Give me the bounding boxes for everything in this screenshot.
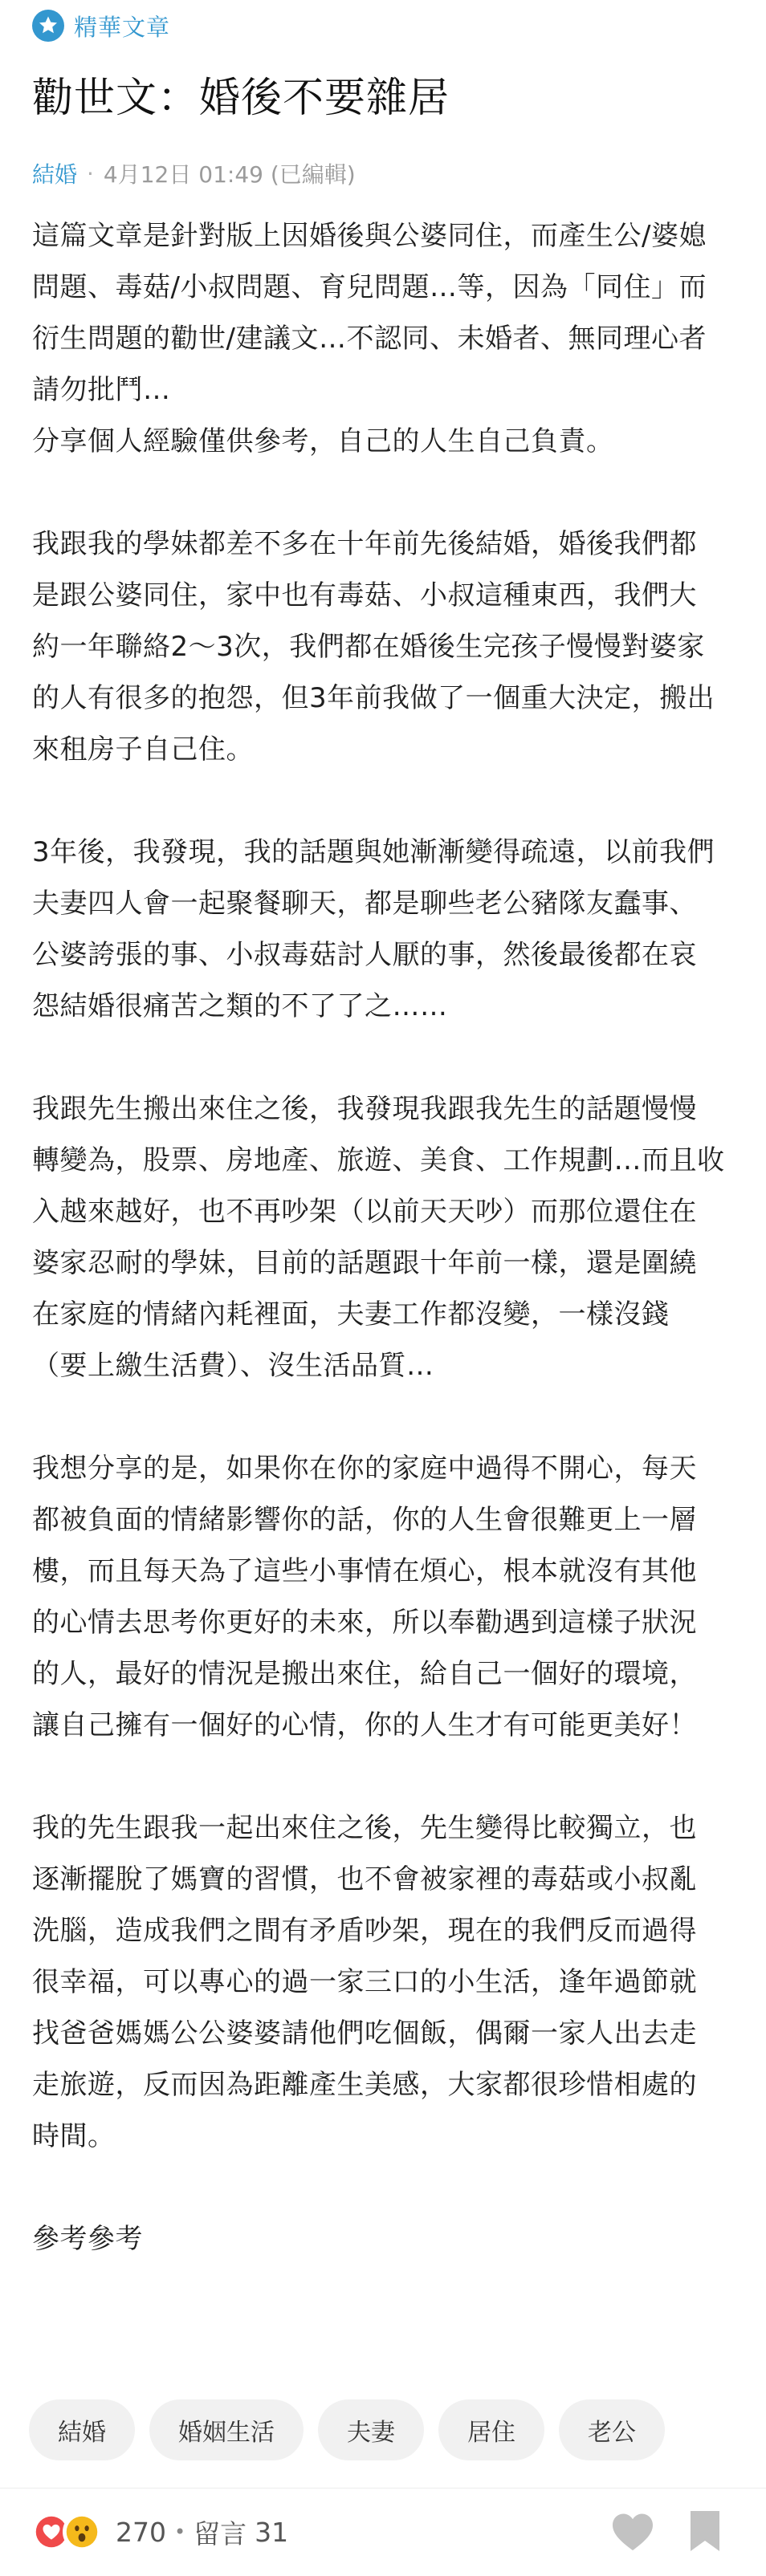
content-line: 這篇文章是針對版上因婚後與公婆同住，而產生公/婆媳 bbox=[32, 220, 707, 252]
forum-link[interactable]: 結婚 bbox=[32, 161, 78, 188]
content-line: 的人有很多的抱怨，但3年前我做了一個重大決定，搬出 bbox=[32, 682, 715, 714]
post-content bbox=[32, 210, 739, 2316]
content-paragraph bbox=[32, 518, 739, 775]
content-line: 婆家忍耐的學妹，目前的話題跟十年前一樣，還是圍繞 bbox=[32, 1247, 697, 1279]
content-line: 的人，最好的情況是搬出來住，給自己一個好的環境， bbox=[32, 1658, 697, 1690]
content-paragraph bbox=[32, 210, 739, 467]
content-line: 約一年聯絡2～3次，我們都在婚後生完孩子慢慢對婆家 bbox=[32, 631, 705, 663]
content-line: 問題、毒菇/小叔問題、育兒問題…等，因為「同住」而 bbox=[32, 271, 707, 303]
action-bar bbox=[0, 2488, 766, 2576]
post-stats bbox=[116, 2513, 288, 2551]
content-line: 很幸福，可以專心的過一家三口的小生活，逢年過節就 bbox=[32, 1966, 697, 1998]
tag-list bbox=[29, 2399, 665, 2460]
content-line: 我的先生跟我一起出來住之後，先生變得比較獨立，也 bbox=[32, 1812, 697, 1844]
star-badge-icon bbox=[32, 10, 64, 42]
content-line: 公婆誇張的事、小叔毒菇討人厭的事，然後最後都在哀 bbox=[32, 939, 697, 971]
featured-label: 精華文章 bbox=[74, 13, 171, 41]
tag-chip[interactable]: 夫妻 bbox=[318, 2399, 424, 2460]
content-line: 找爸爸媽媽公公婆婆請他們吃個飯，偶爾一家人出去走 bbox=[32, 2017, 697, 2050]
post-meta bbox=[32, 157, 356, 189]
content-line: 走旅遊，反而因為距離產生美感，大家都很珍惜相處的 bbox=[32, 2069, 697, 2101]
content-line: 來租房子自己住。 bbox=[32, 733, 254, 766]
content-paragraph bbox=[32, 1802, 739, 2162]
content-line: 我跟我的學妹都差不多在十年前先後結婚，婚後我們都 bbox=[32, 528, 697, 560]
content-line: 讓自己擁有一個好的心情，你的人生才有可能更美好！ bbox=[32, 1709, 697, 1741]
reaction-count: 270 bbox=[116, 2516, 166, 2548]
tag-chip[interactable]: 結婚 bbox=[29, 2399, 135, 2460]
content-line: 轉變為，股票、房地產、旅遊、美食、工作規劃…而且收 bbox=[32, 1144, 725, 1176]
content-line: 請勿批鬥… bbox=[32, 374, 171, 406]
content-line: 3年後，我發現，我的話題與她漸漸變得疏遠，以前我們 bbox=[32, 836, 715, 868]
content-line: 入越來越好，也不再吵架（以前天天吵）而那位還住在 bbox=[32, 1196, 697, 1228]
tag-chip[interactable]: 居住 bbox=[438, 2399, 544, 2460]
content-line: 洗腦，造成我們之間有矛盾吵架，現在的我們反而過得 bbox=[32, 1915, 697, 1947]
content-line: 是跟公婆同住，家中也有毒菇、小叔這種東西，我們大 bbox=[32, 579, 697, 611]
content-line: 我跟先生搬出來住之後，我發現我跟我先生的話題慢慢 bbox=[32, 1093, 697, 1125]
content-line: 參考參考 bbox=[32, 2223, 143, 2255]
content-line: 都被負面的情緒影響你的話，你的人生會很難更上一層 bbox=[32, 1504, 697, 1536]
wow-reaction-icon bbox=[63, 2513, 101, 2551]
content-paragraph bbox=[32, 2213, 739, 2265]
content-paragraph bbox=[32, 1443, 739, 1751]
post-date: 4月12日 01:49 (已編輯) bbox=[103, 161, 356, 188]
content-line: 怨結婚很痛苦之類的不了了之…… bbox=[32, 990, 448, 1022]
reaction-summary[interactable] bbox=[32, 2513, 288, 2551]
content-paragraph bbox=[32, 1083, 739, 1392]
tag-chip[interactable]: 老公 bbox=[559, 2399, 665, 2460]
content-paragraph bbox=[32, 827, 739, 1032]
content-line: 時間。 bbox=[32, 2120, 116, 2152]
content-line: 樓，而且每天為了這些小事情在煩心，根本就沒有其他 bbox=[32, 1555, 697, 1587]
content-line: 我想分享的是，如果你在你的家庭中過得不開心，每天 bbox=[32, 1453, 697, 1485]
bookmark-icon[interactable] bbox=[687, 2508, 723, 2554]
post-title: 勸世文：婚後不要雜居 bbox=[32, 75, 450, 122]
content-line: 逐漸擺脫了媽寶的習慣，也不會被家裡的毒菇或小叔亂 bbox=[32, 1863, 697, 1895]
featured-badge bbox=[32, 6, 170, 45]
content-line: 在家庭的情緒內耗裡面，夫妻工作都沒變，一樣沒錢 bbox=[32, 1298, 670, 1331]
content-line: （要上繳生活費）、沒生活品質… bbox=[32, 1350, 434, 1382]
heart-icon[interactable] bbox=[610, 2511, 655, 2553]
meta-separator: · bbox=[87, 160, 94, 187]
tag-chip[interactable]: 婚姻生活 bbox=[149, 2399, 304, 2460]
comment-label: 留言 bbox=[194, 2517, 247, 2550]
content-line: 夫妻四人會一起聚餐聊天，都是聊些老公豬隊友蠢事、 bbox=[32, 888, 697, 920]
content-line: 分享個人經驗僅供參考，自己的人生自己負責。 bbox=[32, 425, 614, 457]
comment-count: 31 bbox=[255, 2516, 289, 2548]
stats-separator: • bbox=[174, 2521, 186, 2543]
content-line: 的心情去思考你更好的未來，所以奉勸遇到這樣子狀況 bbox=[32, 1607, 697, 1639]
content-line: 衍生問題的勸世/建議文…不認同、未婚者、無同理心者 bbox=[32, 323, 707, 355]
